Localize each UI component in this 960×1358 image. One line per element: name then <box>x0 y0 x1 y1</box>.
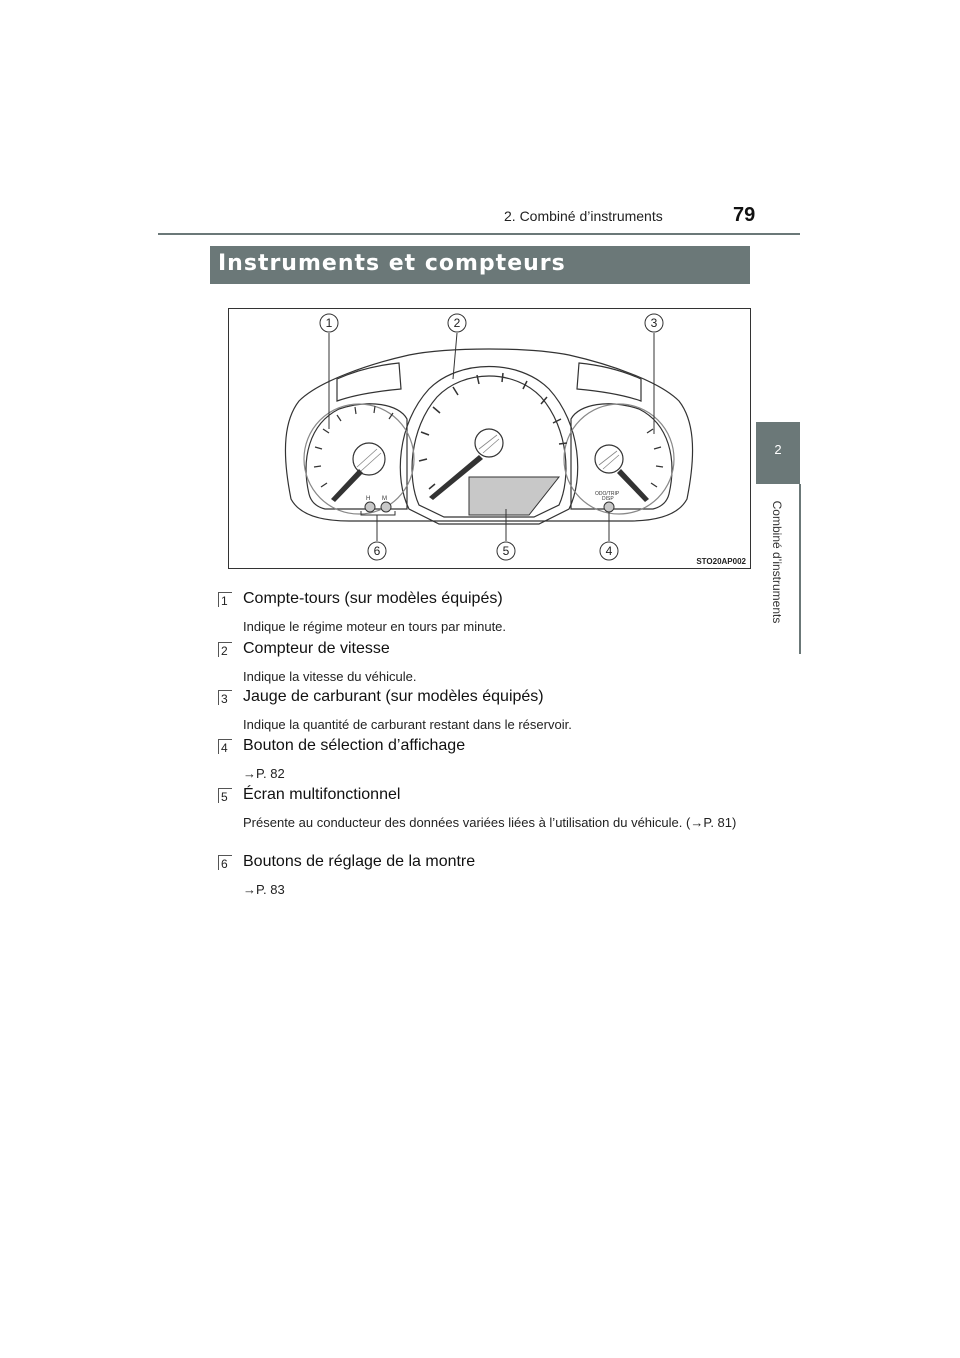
item-title: Écran multifonctionnel <box>243 786 401 803</box>
item-number: 1 <box>218 592 232 607</box>
page-reference: →P. 82 <box>243 766 285 781</box>
callout-6: 6 <box>373 544 381 558</box>
section-title: Instruments et compteurs <box>218 251 566 276</box>
display-button-label: ODO/TRIP <box>595 491 620 497</box>
header-rule <box>158 233 800 235</box>
figure-code: STO20AP002 <box>696 557 746 566</box>
chapter-tab-number: 2 <box>774 442 782 457</box>
item-description: Indique la vitesse du véhicule. <box>243 669 417 684</box>
item-number: 3 <box>218 690 232 705</box>
section-banner <box>210 246 750 284</box>
hour-button-label: H <box>366 496 371 502</box>
instrument-cluster-drawing <box>229 309 750 568</box>
callout-2: 2 <box>453 316 461 330</box>
chapter-tab <box>756 422 800 484</box>
item-number: 2 <box>218 642 232 657</box>
callout-4: 4 <box>605 544 613 558</box>
page-reference: →P. 83 <box>243 882 285 897</box>
item-title: Boutons de réglage de la montre <box>243 853 476 870</box>
item-description: Présente au conducteur des données variées liées à l’utilisation du véhicule. (→P. 81) <box>243 815 737 830</box>
running-header-section: 2. Combiné d’instruments <box>504 208 663 224</box>
item-number: 6 <box>218 855 232 870</box>
callout-1: 1 <box>325 316 333 330</box>
page-number: 79 <box>733 204 756 226</box>
item-title: Compte-tours (sur modèles équipés) <box>243 590 503 607</box>
item-description: Indique le régime moteur en tours par minute. <box>243 619 507 634</box>
chapter-side-rule <box>799 484 801 654</box>
item-title: Compteur de vitesse <box>243 640 390 657</box>
item-title: Bouton de sélection d’affichage <box>243 737 466 754</box>
item-number: 4 <box>218 739 232 754</box>
item-description: Indique la quantité de carburant restant dans le réservoir. <box>243 717 572 732</box>
minute-button-label: M <box>382 496 387 502</box>
item-title: Jauge de carburant (sur modèles équipés) <box>243 688 544 705</box>
callout-3: 3 <box>650 316 658 330</box>
callout-5: 5 <box>502 544 510 558</box>
instrument-cluster-figure <box>228 308 751 569</box>
chapter-side-label: Combiné d’instruments <box>770 500 784 624</box>
display-button-label-2: DISP <box>602 496 614 502</box>
item-number: 5 <box>218 788 232 803</box>
